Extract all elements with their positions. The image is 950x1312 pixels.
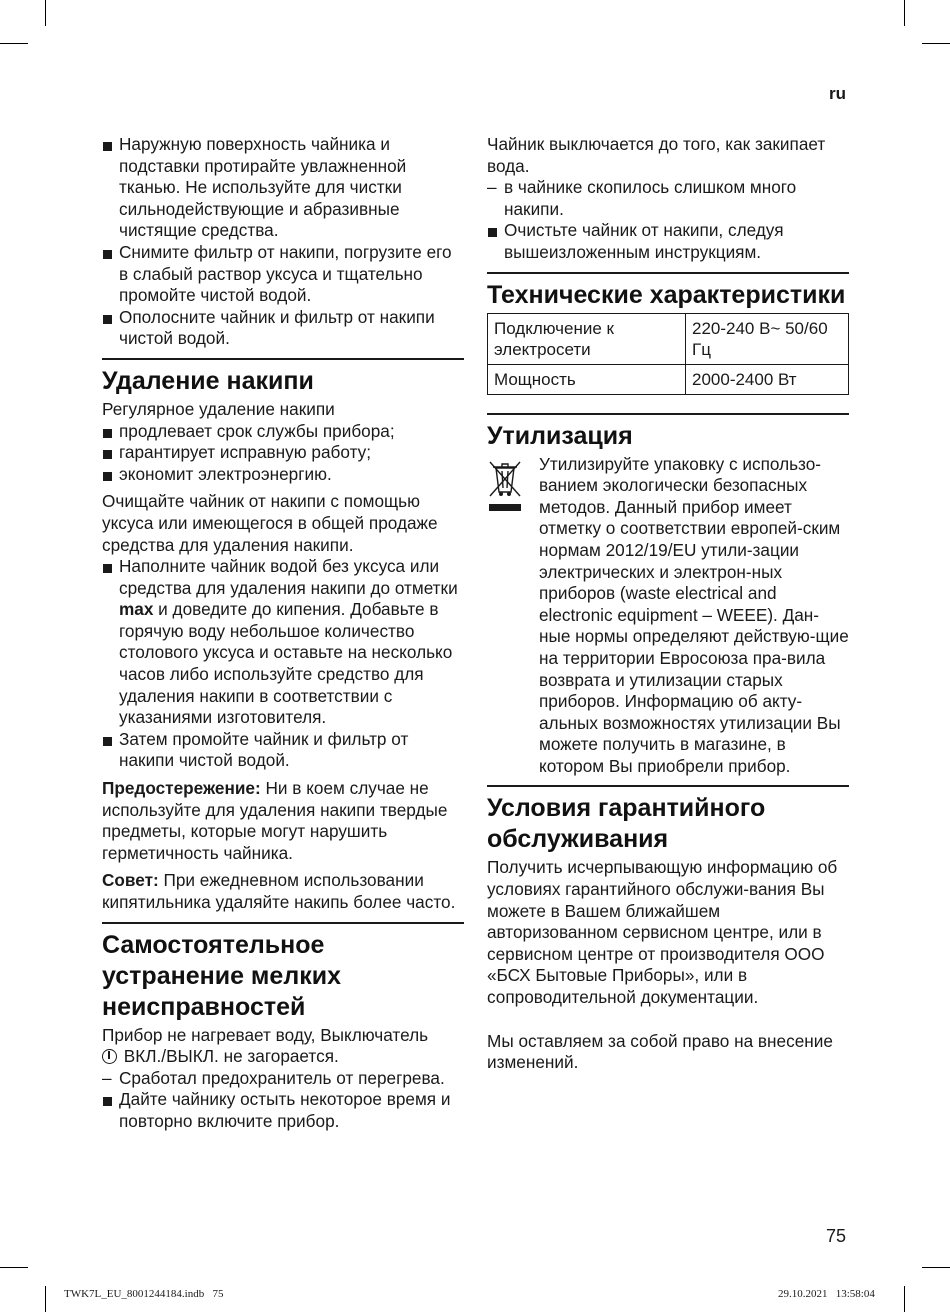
crop-mark xyxy=(45,0,46,26)
section-title-warranty: Условия гарантийного обслуживания xyxy=(487,794,766,854)
section-title-descaling: Удаление накипи xyxy=(102,366,314,395)
print-timestamp: 29.10.2021 13:58:04 xyxy=(778,1288,875,1300)
list-item xyxy=(102,556,464,729)
table-cell: Мощность xyxy=(488,364,686,394)
crop-mark xyxy=(922,1267,950,1268)
table-cell: Подключение к электросети xyxy=(488,313,686,364)
descale-steps xyxy=(102,556,464,772)
problem-text: Чайник выключается до того, как закипает вода. xyxy=(487,134,826,176)
problem-text-part: ВКЛ./ВЫКЛ. не загорается. xyxy=(119,1046,339,1067)
crop-mark xyxy=(922,43,950,44)
descale-intro: Регулярное удаление накипи xyxy=(102,398,335,419)
section-divider xyxy=(102,922,464,924)
table-row xyxy=(488,313,849,364)
care-list xyxy=(102,134,464,350)
problem-text xyxy=(102,1025,464,1068)
power-icon xyxy=(102,1049,117,1064)
list-item: – Сработал предохранитель от перегрева. xyxy=(102,1068,464,1090)
warning-text: Ни в коем случае не используйте для удаления накипи твердые предметы, которые могут нарушить герметичность чайника. xyxy=(102,778,448,863)
section-divider xyxy=(487,272,849,274)
warning-label: Предостережение: xyxy=(102,778,261,799)
warning-note xyxy=(102,778,464,864)
cause-list xyxy=(102,1068,464,1090)
section-title-specs: Технические характеристики xyxy=(487,280,846,309)
step-text: Наполните чайник водой без уксуса или средства для удаления накипи до отметки xyxy=(119,556,458,598)
section-title-disposal: Утилизация xyxy=(487,421,633,450)
page-number: 75 xyxy=(826,1226,847,1246)
section-divider xyxy=(102,358,464,360)
warranty-text: Получить исчерпывающую информацию об условиях гарантийного обслужи-вания Вы можете в Вашем ближайшем авторизованном сервисном центре, или в сервисном центре от производителя ООО «БСХ Бытовые Приборы», или в сопроводительной документации. xyxy=(487,857,838,1008)
list-item: Дайте чайнику остыть некоторое время и повторно включите прибор. xyxy=(102,1089,464,1132)
tip-label: Совет: xyxy=(102,870,159,891)
fix-list xyxy=(102,1089,464,1132)
change-notice: Мы оставляем за собой право на внесение изменений. xyxy=(487,1030,833,1073)
section-title-troubleshooting: Самостоятельное устранение мелких неисправностей xyxy=(102,930,341,1021)
list-item: – в чайнике скопилось слишком много накипи. xyxy=(487,177,849,220)
problem-text-part: Прибор не нагревает воду, Выключатель xyxy=(102,1024,429,1045)
fix-list xyxy=(487,220,849,263)
cause-list xyxy=(487,177,849,220)
left-column xyxy=(102,134,464,1133)
crop-mark xyxy=(45,1286,46,1312)
language-code: ru xyxy=(829,84,846,103)
list-item: продлевает срок службы прибора; xyxy=(102,421,464,443)
right-column xyxy=(487,134,849,1074)
spec-table xyxy=(487,313,849,395)
table-cell: 220-240 В~ 50/60 Гц xyxy=(686,313,849,364)
list-item: Затем промойте чайник и фильтр от накипи чистой водой. xyxy=(102,729,464,772)
table-cell: 2000-2400 Вт xyxy=(686,364,849,394)
list-item: гарантирует исправную работу; xyxy=(102,442,464,464)
step-text: и доведите до кипения. Добавьте в горячую воду небольшое количество столового уксуса и оставьте на несколько часов либо используйте средство для удаления накипи в соответствии с указаниями изготовителя. xyxy=(119,599,453,728)
disposal-block xyxy=(487,454,849,778)
table-row xyxy=(488,364,849,394)
file-info: TWK7L_EU_8001244184.indb 75 xyxy=(64,1288,224,1300)
weee-bin-icon xyxy=(487,456,523,514)
crop-mark xyxy=(904,1286,905,1312)
tip-text: При ежедневном использовании кипятильника удаляйте накипь более часто. xyxy=(102,870,456,912)
section-divider xyxy=(487,413,849,415)
list-item: Снимите фильтр от накипи, погрузите его в слабый раствор уксуса и тщательно промойте чистой водой. xyxy=(102,242,464,307)
list-item: Ополосните чайник и фильтр от накипи чистой водой. xyxy=(102,307,464,350)
disposal-text: Утилизируйте упаковку с использо-ванием экологически безопасных методов. Данный прибор имеет отметку о соответствии европей-ским нормам 2012/19/EU утили-зации электрических и электрон-ных приборов (waste electrical and electronic equipment – WEEE). Дан-ные нормы определяют действую-щие на территории Евросоюза пра-вила возврата и утилизации старых приборов. Информацию об акту-альных возможностях утилизации Вы можете получить в магазине, в котором Вы приобрели прибор. xyxy=(539,453,849,776)
crop-mark xyxy=(0,43,28,44)
descale-paragraph: Очищайте чайник от накипи с помощью уксуса или имеющегося в общей продаже средства для удаления накипи. xyxy=(102,491,438,555)
benefits-list xyxy=(102,421,464,486)
max-mark-label: max xyxy=(119,599,154,620)
list-item: Очистьте чайник от накипи, следуя вышеизложенным инструкциям. xyxy=(487,220,849,263)
section-divider xyxy=(487,785,849,787)
crop-mark xyxy=(904,0,905,26)
list-item: Наружную поверхность чайника и подставки протирайте увлажненной тканью. Не используйте для чистки сильнодействующие и абразивные чистящие средства. xyxy=(102,134,464,242)
crop-mark xyxy=(0,1267,28,1268)
tip-note xyxy=(102,870,464,913)
list-item: экономит электроэнергию. xyxy=(102,464,464,486)
